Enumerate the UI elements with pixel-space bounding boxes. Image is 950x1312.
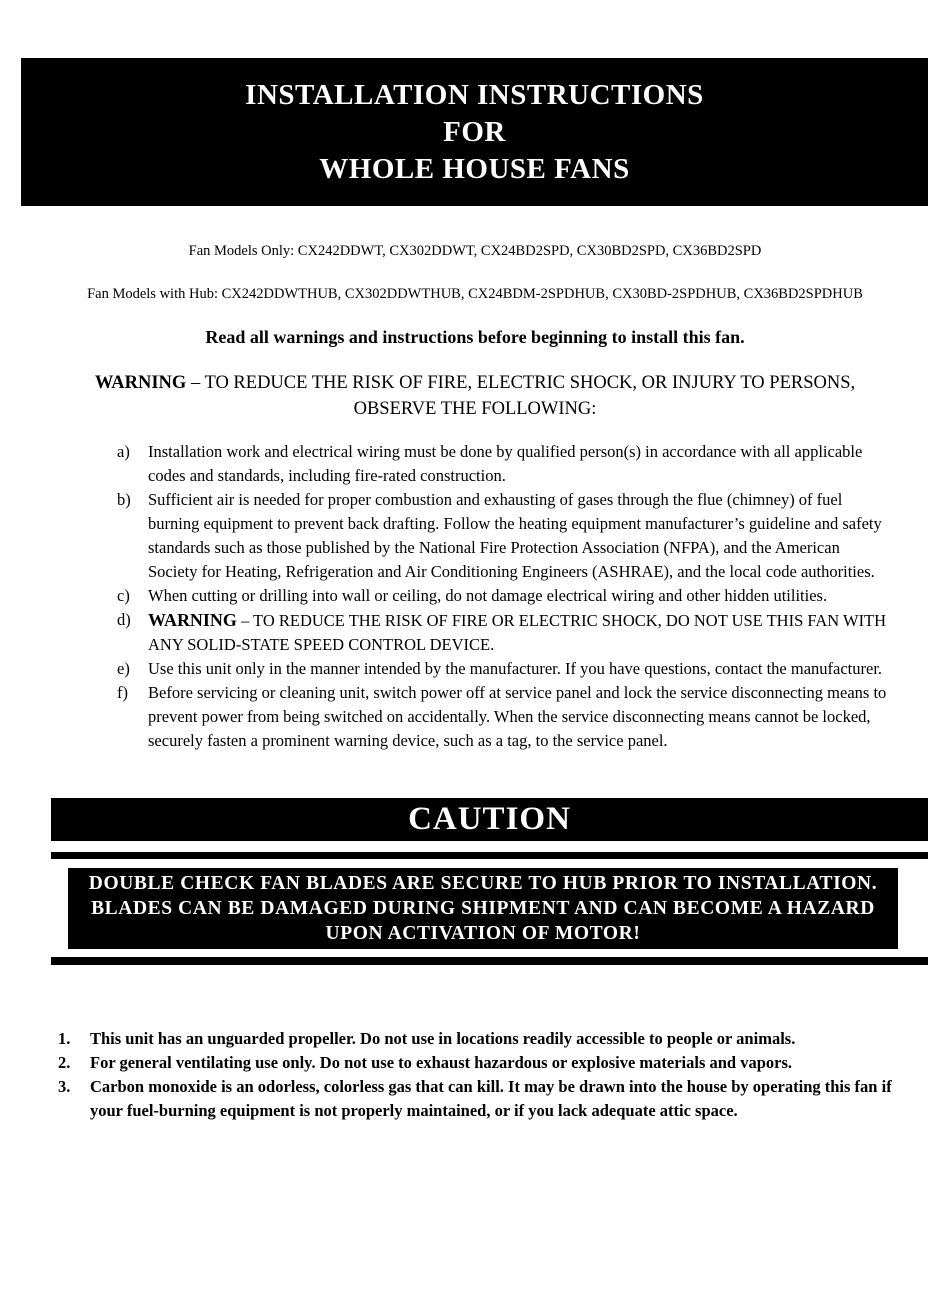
safety-item-2-text: For general ventilating use only. Do not use to exhaust hazardous or explosive materials and vapors. [90,1053,793,1072]
list-marker-f: f) [117,683,128,702]
caution-banner [51,798,928,841]
warning-heading-label: WARNING [94,373,187,393]
warning-inline-text: – TO REDUCE THE RISK OF FIRE OR ELECTRIC SHOCK, DO NOT USE THIS FAN WITH ANY SOLID-STATE SPEED CONTROL DEVICE. [148,611,887,654]
caution-title: CAUTION [408,801,571,837]
safety-numbered-list [58,1027,914,1123]
read-notice: Read all warnings and instructions before beginning to install this fan. [205,327,745,347]
list-marker-b: b) [117,490,131,509]
warning-heading [85,370,865,422]
caution-box-line-3: UPON ACTIVATION OF MOTOR! [325,923,641,944]
document-page [0,58,950,1123]
divider-rule-bottom [51,957,928,965]
title-line-2: FOR [443,115,506,148]
warning-list [117,440,892,753]
warning-list-item-d [117,608,892,657]
title-banner [21,58,928,206]
caution-box-line-2: BLADES CAN BE DAMAGED DURING SHIPMENT AND CAN BECOME A HAZARD [91,898,875,919]
warning-list-item-a [117,440,892,488]
list-marker-c: c) [117,586,130,605]
warning-list-item-b [117,488,892,584]
caution-box-line-1: DOUBLE CHECK FAN BLADES ARE SECURE TO HUB PRIOR TO INSTALLATION. [88,873,878,894]
warning-item-b-text: Sufficient air is needed for proper combustion and exhausting of gases through the flue (chimney) of fuel burning equipment to prevent back drafting. Follow the heating equipment manufacturer’s guideline and safety standards such as those published by the National Fire Protection Association (NFPA), and the American Society for Heating, Refrigeration and Air Conditioning Engineers (ASHRAE), and the local code authorities. [148,490,882,581]
title-line-1: INSTALLATION INSTRUCTIONS [245,78,704,111]
warning-list-item-c [117,584,892,608]
title-line-3: WHOLE HOUSE FANS [319,152,630,185]
warning-inline-label: WARNING [148,610,237,630]
warning-list-item-e [117,657,892,681]
safety-item-3-text: Carbon monoxide is an odorless, colorless gas that can kill. It may be drawn into the house by operating this fan if your fuel-burning equipment is not properly maintained, or if you lack adequate attic space. [90,1077,892,1120]
safety-list-item-2 [58,1051,914,1075]
warning-list-item-f [117,681,892,753]
warning-heading-text: – TO REDUCE THE RISK OF FIRE, ELECTRIC SHOCK, OR INJURY TO PERSONS, OBSERVE THE FOLLOWING: [186,373,856,419]
warning-item-f-text: Before servicing or cleaning unit, switch power off at service panel and lock the service disconnecting means to prevent power from being switched on accidentally. When the service disconnecting means cannot be locked, securely fasten a prominent warning device, such as a tag, to the service panel. [148,683,887,750]
list-marker-a: a) [117,442,130,461]
safety-list-item-3 [58,1075,914,1123]
list-marker-3: 3. [58,1077,71,1096]
safety-list-item-1 [58,1027,914,1051]
list-marker-2: 2. [58,1053,71,1072]
warning-item-d-text [148,608,892,657]
divider-rule-top [51,852,928,859]
fan-models-only: Fan Models Only: CX242DDWT, CX302DDWT, CX24BD2SPD, CX30BD2SPD, CX36BD2SPD [188,243,762,259]
list-marker-d: d) [117,610,131,629]
safety-item-1-text: This unit has an unguarded propeller. Do not use in locations readily accessible to people or animals. [90,1029,796,1048]
fan-models-with-hub: Fan Models with Hub: CX242DDWTHUB, CX302DDWTHUB, CX24BDM-2SPDHUB, CX30BD-2SPDHUB, CX36BD2SPDHUB [87,286,863,302]
warning-item-e-text: Use this unit only in the manner intended by the manufacturer. If you have questions, contact the manufacturer. [148,659,883,678]
caution-box [68,868,898,949]
warning-item-a-text: Installation work and electrical wiring must be done by qualified person(s) in accordance with all applicable codes and standards, including fire-rated construction. [148,442,863,485]
list-marker-e: e) [117,659,130,678]
list-marker-1: 1. [58,1029,71,1048]
warning-item-c-text: When cutting or drilling into wall or ceiling, do not damage electrical wiring and other hidden utilities. [148,586,828,605]
